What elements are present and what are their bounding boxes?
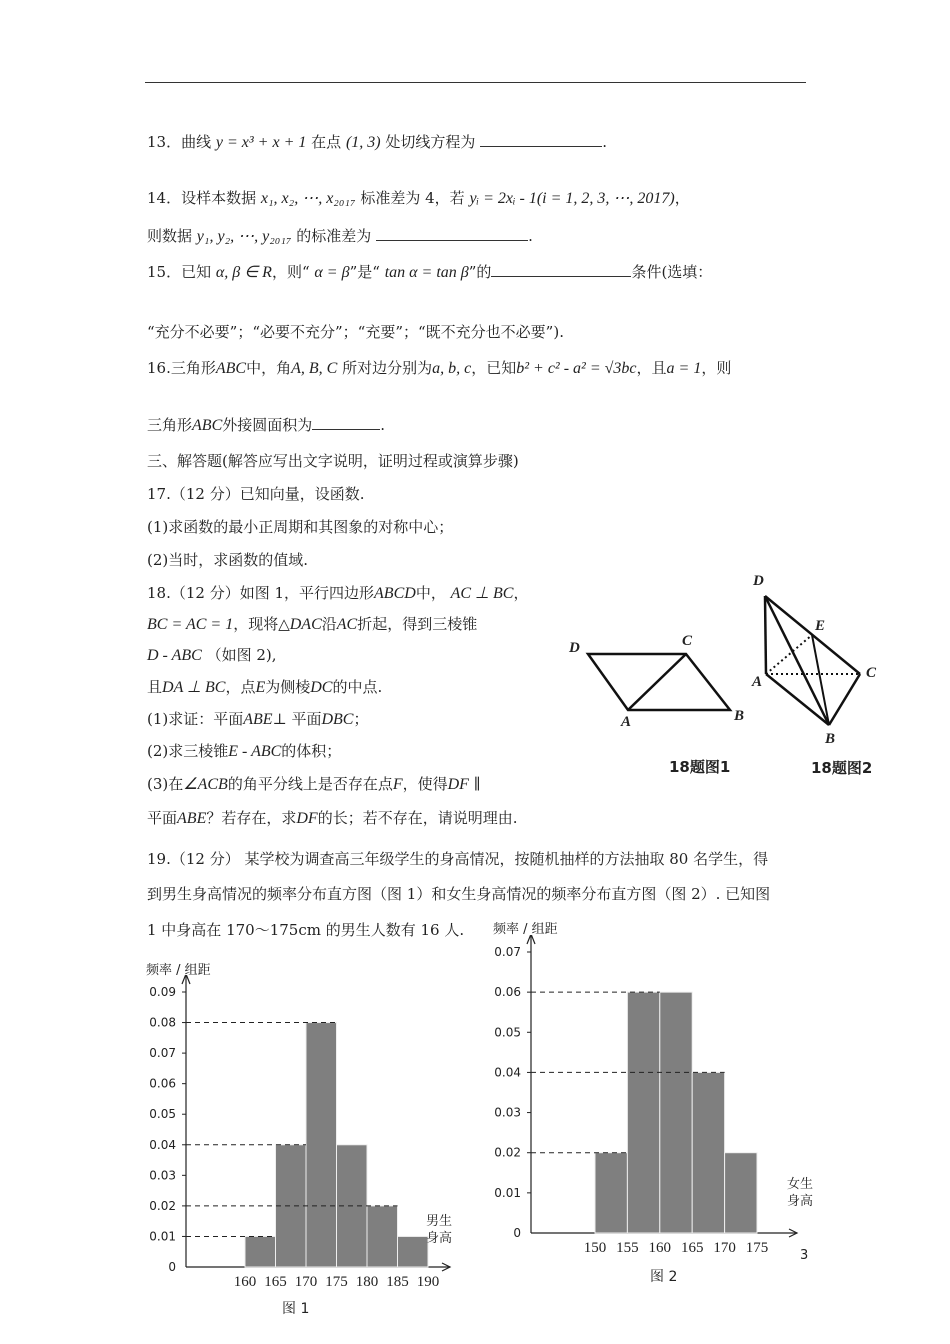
question-15 — [147, 262, 712, 283]
q16-text: ，已知 — [471, 359, 517, 377]
histogram-male-height — [140, 975, 460, 1295]
hist1-ylabel: 频率 / 组距 — [146, 963, 211, 978]
y-tick-label: 0.04 — [149, 1137, 176, 1152]
q14-end: . — [528, 227, 533, 245]
hist1-caption: 图 1 — [282, 1301, 310, 1317]
q18-math: DF — [296, 810, 318, 827]
figure-18-1-parallelogram — [560, 630, 763, 740]
q18-text: 平面 — [147, 809, 178, 827]
q16-text: 三角形 — [147, 416, 193, 434]
q13-end: . — [602, 133, 607, 151]
y-tick-label: 0.08 — [149, 1015, 176, 1030]
parallelogram-abcd — [588, 654, 730, 710]
edge-cb — [829, 674, 860, 725]
q18-math: E - ABC — [228, 743, 282, 760]
q16-text: ，则 — [701, 359, 732, 377]
question-15-line2: “充分不必要”；“必要不充分”；“充要”；“既不充分也不必要”). — [147, 323, 564, 341]
q18-text: （如图 2), — [206, 646, 277, 664]
x-tick-label: 170 — [713, 1240, 736, 1256]
figure-18-1-caption: 18题图1 — [669, 758, 731, 776]
q18-math: DA ⊥ BC — [162, 679, 226, 696]
question-18-line3 — [147, 645, 277, 666]
question-17-part2: (2)当时，求函数的值域. — [147, 551, 309, 569]
x-tick-label: 165 — [264, 1274, 287, 1290]
point-label-c: C — [682, 633, 693, 649]
histogram-bar — [367, 1206, 398, 1267]
q16-triangle: ABC — [192, 417, 223, 434]
q18-math: ABE — [177, 810, 207, 827]
q18-text: ？若存在，求 — [206, 809, 297, 827]
q18-text: 折起，得到三棱锥 — [357, 615, 478, 633]
q18-math: AC ⊥ BC — [450, 585, 514, 602]
x-tick-label: 160 — [648, 1240, 672, 1256]
histogram-bar — [692, 1072, 724, 1233]
q18-text: ∥ — [473, 775, 481, 793]
question-19: 19.（12 分） 某学校为调查高三年级学生的身高情况，按随机抽样的方法抽取 80 名学生，得 — [147, 850, 769, 868]
q14-relation: yᵢ = 2xᵢ - 1(i = 1, 2, 3, ⋯, 2017) — [469, 190, 675, 207]
point-label-c: C — [866, 665, 877, 681]
y-tick-label: 0.06 — [494, 985, 521, 1000]
hist2-xlabel: 女生身高 — [787, 1177, 814, 1209]
q18-text: 的体积； — [281, 742, 342, 760]
q14-data2: y₁, y₂, ⋯, y₂₀₁₇ — [196, 228, 292, 245]
q18-text: 沿 — [321, 615, 337, 633]
section-heading: 三、解答题(解答应写出文字说明，证明过程或演算步骤) — [147, 452, 519, 470]
q18-math: DF — [447, 776, 469, 793]
q16-text: 中，角 — [246, 359, 292, 377]
header-rule — [145, 82, 806, 83]
q18-text: ； — [353, 710, 369, 728]
y-tick-label: 0.01 — [494, 1185, 521, 1200]
q16-text: 所对边分别为 — [342, 359, 433, 377]
q18-text: (2)求三棱锥 — [147, 742, 229, 760]
point-label-a: A — [621, 714, 632, 730]
q15-text: 15．已知 — [147, 263, 212, 281]
q18-math: DBC — [321, 711, 354, 728]
histogram-bar — [627, 992, 659, 1233]
q16-angles: A, B, C — [291, 360, 338, 377]
segment-eb — [812, 635, 829, 725]
q15-text: ”的 — [468, 263, 492, 281]
q18-math: D - ABC — [147, 647, 202, 664]
q18-math: DC — [310, 679, 333, 696]
point-label-b: B — [825, 731, 836, 747]
histogram-bar — [398, 1236, 429, 1267]
question-18-part3-line2 — [147, 808, 517, 829]
q18-math: AC — [336, 616, 358, 633]
question-18 — [147, 583, 528, 604]
q18-text: 的角平分线上是否存在点 — [227, 775, 393, 793]
q16-text: ，且 — [636, 359, 667, 377]
q18-math: ABE — [243, 711, 273, 728]
edge-db — [765, 596, 829, 725]
q18-math: F — [392, 776, 403, 793]
q18-math: ∠ACB — [183, 776, 228, 793]
diagonal-ac — [628, 654, 686, 710]
y-tick-label: 0 — [513, 1226, 521, 1240]
question-17-part1: (1)求函数的最小正周期和其图象的对称中心； — [147, 518, 454, 536]
q18-text: ，点 — [225, 678, 256, 696]
histogram-bar — [306, 1023, 337, 1267]
q16-triangle: ABC — [215, 360, 247, 377]
q18-text: 为侧棱 — [265, 678, 311, 696]
figure-18-2-caption: 18题图2 — [811, 759, 873, 777]
histogram-bar — [725, 1153, 757, 1233]
histogram-bar — [245, 1236, 276, 1267]
hist1-xlabel: 男生身高 — [426, 1214, 453, 1246]
hist2-caption: 图 2 — [650, 1269, 678, 1285]
histogram-female-height — [485, 935, 815, 1265]
q14-data: x₁, x₂, ⋯, x₂₀₁₇ — [260, 190, 356, 207]
y-tick-label: 0.05 — [494, 1025, 521, 1040]
y-tick-label: 0.07 — [494, 945, 521, 959]
x-tick-label: 165 — [680, 1240, 704, 1256]
y-tick-label: 0 — [168, 1260, 176, 1274]
answer-blank — [312, 415, 380, 430]
q18-math: ABCD — [374, 585, 416, 602]
question-19-line2: 到男生身高情况的频率分布直方图（图 1）和女生身高情况的频率分布直方图（图 2）. 已知图 — [147, 885, 771, 903]
question-16 — [147, 358, 731, 379]
q18-text: 18.（12 分）如图 1，平行四边形 — [147, 584, 375, 602]
q14-end: ， — [674, 189, 690, 207]
point-label-b: B — [734, 708, 745, 724]
x-tick-label: 185 — [386, 1274, 409, 1290]
x-tick-label: 170 — [294, 1274, 318, 1290]
q15-q: tan α = tan β — [384, 264, 469, 281]
edge-ab — [766, 674, 829, 725]
q16-a: a = 1 — [666, 360, 702, 377]
question-18-part1 — [147, 709, 368, 730]
q18-text: ， — [513, 584, 529, 602]
question-13 — [147, 132, 607, 153]
q16-sides: a, b, c — [432, 360, 472, 377]
answer-blank — [480, 132, 602, 147]
question-16-line2 — [147, 415, 385, 436]
y-tick-label: 0.03 — [494, 1105, 521, 1120]
y-tick-label: 0.07 — [149, 1046, 176, 1061]
point-label-d: D — [753, 573, 764, 589]
q15-text: 条件(选填： — [631, 263, 713, 281]
q18-text: (3)在 — [147, 775, 184, 793]
q13-point: (1, 3) — [345, 134, 381, 151]
x-tick-label: 190 — [416, 1274, 440, 1290]
q15-cond: α, β ∈ R — [215, 264, 272, 281]
q14-text: 的标准差为 — [296, 227, 372, 245]
point-label-e: E — [815, 618, 826, 634]
point-label-d: D — [569, 640, 580, 656]
x-tick-label: 160 — [233, 1274, 257, 1290]
q18-text: 的中点. — [332, 678, 383, 696]
q18-text: ，现将△ — [233, 615, 290, 633]
y-tick-label: 0.06 — [149, 1076, 176, 1091]
q16-equation: b² + c² - a² = √3bc — [516, 360, 637, 377]
q18-text: ，使得 — [402, 775, 448, 793]
question-18-part3 — [147, 774, 481, 795]
y-tick-label: 0.09 — [149, 985, 176, 999]
q16-text: 16.三角形 — [147, 359, 216, 377]
q14-text: 则数据 — [147, 227, 193, 245]
q18-text: (1)求证：平面 — [147, 710, 244, 728]
question-18-part2 — [147, 741, 341, 762]
q18-text: 且 — [147, 678, 163, 696]
q18-math: DAC — [289, 616, 322, 633]
answer-blank — [376, 226, 528, 241]
q14-text: 标准差为 4，若 — [360, 189, 465, 207]
x-tick-label: 155 — [616, 1240, 639, 1256]
hist2-ylabel: 频率 / 组距 — [493, 922, 558, 937]
y-tick-label: 0.04 — [494, 1065, 521, 1080]
q18-text: ⊥ 平面 — [272, 710, 322, 728]
x-tick-label: 175 — [745, 1240, 769, 1256]
q15-p: α = β — [314, 264, 350, 281]
figure-18-2-tetrahedron — [740, 580, 880, 740]
y-tick-label: 0.03 — [149, 1168, 176, 1183]
y-tick-label: 0.02 — [494, 1145, 521, 1160]
q13-text: 处切线方程为 — [385, 133, 476, 151]
q18-math: E — [255, 679, 266, 696]
point-label-a: A — [752, 674, 763, 690]
histogram-bar — [660, 992, 692, 1233]
segment-ae-hidden — [766, 635, 812, 674]
q13-text: 在点 — [311, 133, 342, 151]
q15-text: ”是“ — [349, 263, 380, 281]
q18-text: 的长；若不存在，请说明理由. — [317, 809, 518, 827]
question-14 — [147, 188, 690, 209]
question-18-line4 — [147, 677, 382, 698]
y-tick-label: 0.05 — [149, 1107, 176, 1122]
histogram-bar — [595, 1153, 627, 1233]
q13-text: 13．曲线 — [147, 133, 212, 151]
q15-text: ，则“ — [271, 263, 310, 281]
y-tick-label: 0.02 — [149, 1198, 176, 1213]
edge-da — [765, 596, 766, 674]
q14-text: 14．设样本数据 — [147, 189, 257, 207]
question-17: 17.（12 分）已知向量，设函数. — [147, 485, 365, 503]
page-number: 3 — [800, 1248, 809, 1263]
question-14-line2 — [147, 226, 533, 247]
q16-end: . — [380, 416, 386, 434]
q16-text: 外接圆面积为 — [222, 416, 313, 434]
x-tick-label: 175 — [325, 1274, 348, 1290]
q18-text: 中， — [415, 584, 446, 602]
answer-blank — [491, 262, 631, 277]
question-19-line3: 1 中身高在 170～175cm 的男生人数有 16 人. — [147, 921, 465, 939]
x-tick-label: 150 — [583, 1240, 607, 1256]
y-tick-label: 0.01 — [149, 1229, 176, 1244]
q13-equation: y = x³ + x + 1 — [215, 134, 307, 151]
x-tick-label: 180 — [355, 1274, 379, 1290]
question-18-line2 — [147, 614, 477, 635]
q18-math: BC = AC = 1 — [147, 616, 234, 633]
